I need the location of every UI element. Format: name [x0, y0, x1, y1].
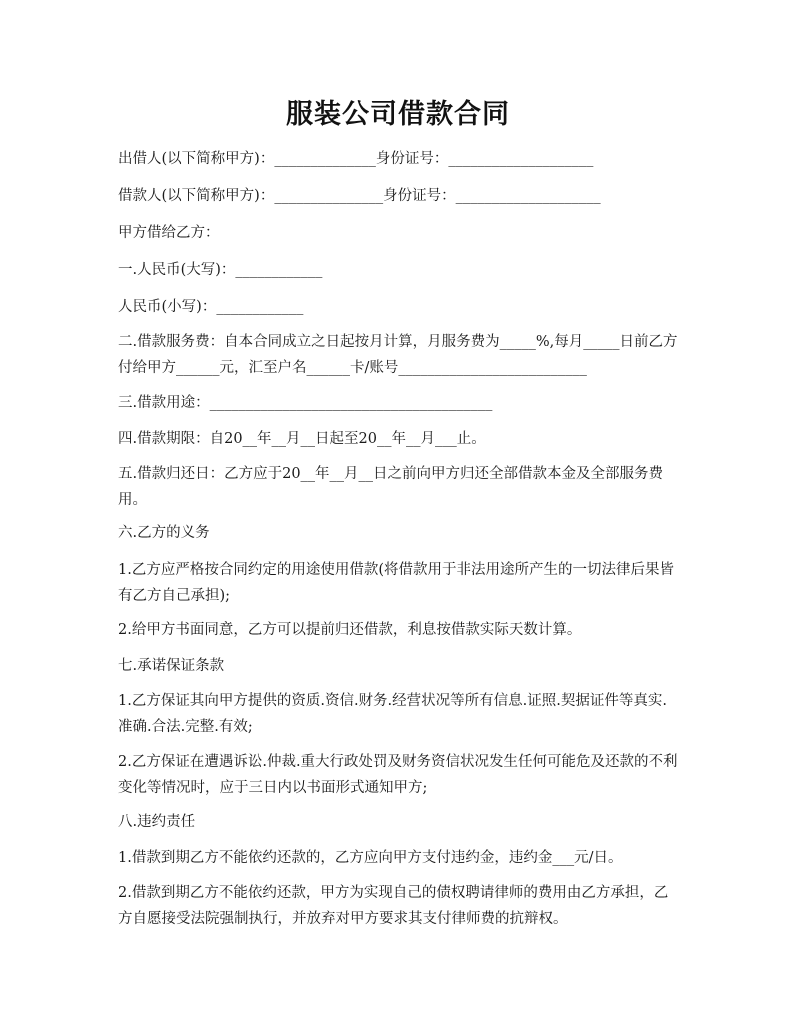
clause-loan-term: 四.借款期限：自20__年__月__日起至20__年__月___止。	[118, 431, 486, 447]
clause-repayment-date: 五.借款归还日：乙方应于20__年__月__日之前向甲方归还全部借款本金及全部服务费用。	[118, 466, 664, 508]
clause-service-fee: 二.借款服务费：自本合同成立之日起按月计算，月服务费为_____%,每月_____日前乙方付给甲方______元，汇至户名______卡/账号__________________________	[118, 334, 678, 376]
loan-intro: 甲方借给乙方：	[118, 225, 220, 241]
clause-loan-purpose: 三.借款用途：_______________________________________	[118, 395, 493, 411]
obligation-item-1: 1.乙方应严格按合同约定的用途使用借款(将借款用于非法用途所产生的一切法律后果皆有乙方自己承担);	[118, 562, 674, 604]
lender-line: 出借人(以下简称甲方)：______________身份证号：____________________	[118, 151, 594, 167]
liability-item-2: 2.借款到期乙方不能依约还款，甲方为实现自己的债权聘请律师的费用由乙方承担，乙方自愿接受法院强制执行，并放弃对甲方要求其支付律师费的抗辩权。	[118, 885, 669, 927]
obligation-item-2: 2.给甲方书面同意，乙方可以提前归还借款，利息按借款实际天数计算。	[118, 622, 582, 638]
document-title: 服装公司借款合同	[286, 99, 510, 130]
liability-item-1: 1.借款到期乙方不能依约还款的，乙方应向甲方支付违约金，违约金___元/日。	[118, 850, 623, 866]
section-heading-liability: 八.违约责任	[118, 814, 196, 830]
amount-lowercase: 人民币(小写)：____________	[118, 299, 304, 315]
amount-uppercase: 一.人民币(大写)：____________	[118, 262, 323, 278]
section-heading-guarantee: 七.承诺保证条款	[118, 658, 225, 674]
guarantee-item-1: 1.乙方保证其向甲方提供的资质.资信.财务.经营状况等所有信息.证照.契据证件等真实.准确.合法.完整.有效;	[118, 693, 667, 735]
section-heading-obligations: 六.乙方的义务	[118, 525, 210, 541]
borrower-line: 借款人(以下简称甲方)：_______________身份证号：____________________	[118, 188, 601, 204]
guarantee-item-2: 2.乙方保证在遭遇诉讼.仲裁.重大行政处罚及财务资信状况发生任何可能危及还款的不利变化等情况时，应于三日内以书面形式通知甲方;	[118, 754, 678, 796]
